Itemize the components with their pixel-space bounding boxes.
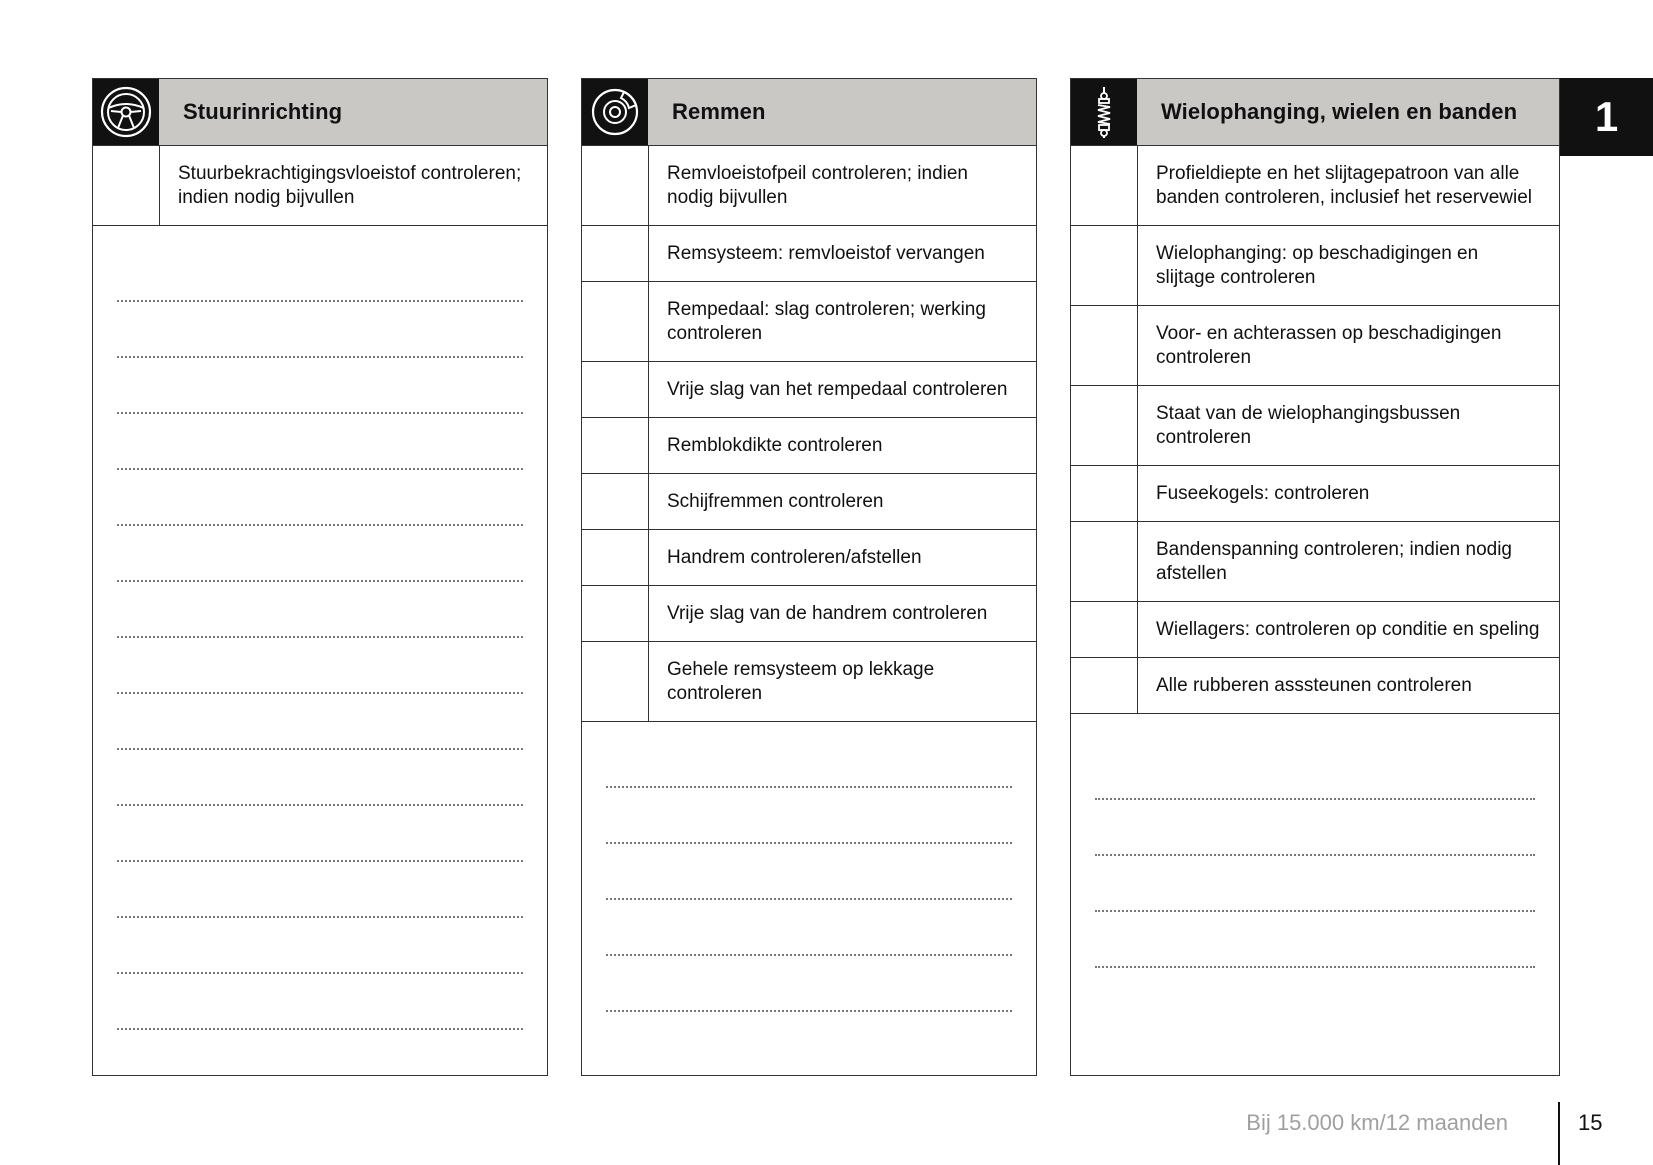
checkbox-cell[interactable] xyxy=(1071,226,1138,305)
panel-wielophanging xyxy=(1070,78,1560,1076)
note-line xyxy=(117,974,523,1030)
note-line xyxy=(117,694,523,750)
note-line xyxy=(117,582,523,638)
checklist-row xyxy=(1071,306,1559,386)
checkbox-cell[interactable] xyxy=(582,362,649,417)
checklist-item-text: Remblokdikte controleren xyxy=(667,435,883,456)
checkbox-cell[interactable] xyxy=(582,642,649,721)
checklist-row xyxy=(1071,602,1559,658)
note-line xyxy=(606,956,1012,1012)
note-line xyxy=(117,414,523,470)
panel-title: Stuurinrichting xyxy=(159,79,547,145)
note-line xyxy=(117,638,523,694)
checklist-item-text: Bandenspanning controleren; indien nodig afstellen xyxy=(1156,539,1512,584)
note-line xyxy=(606,732,1012,788)
checkbox-cell[interactable] xyxy=(1071,602,1138,657)
checklist-row xyxy=(582,282,1036,362)
checklist-row xyxy=(582,146,1036,226)
checklist-row xyxy=(1071,226,1559,306)
checklist-item-text: Gehele remsysteem op lekkage controleren xyxy=(667,659,935,704)
checklist-row xyxy=(1071,466,1559,522)
panel-title: Remmen xyxy=(648,79,1036,145)
checklist-item-text: Stuurbekrachtigingsvloeistof controleren; indien nodig bijvullen xyxy=(178,163,522,208)
checklist-row xyxy=(582,362,1036,418)
checklist-item-text: Voor- en achterassen op beschadigingen controleren xyxy=(1156,323,1502,368)
checklist-row xyxy=(582,642,1036,722)
checklist-item-text: Wielophanging: op beschadigingen en slijtage controleren xyxy=(1156,243,1479,288)
checklist-item-text: Staat van de wielophangingsbussen controleren xyxy=(1156,403,1461,448)
checkbox-cell[interactable] xyxy=(1071,522,1138,601)
checklist-row xyxy=(582,226,1036,282)
checklist-item-text: Fuseekogels: controleren xyxy=(1156,483,1370,504)
panel-stuurinrichting xyxy=(92,78,548,1076)
checklist-row xyxy=(1071,658,1559,714)
checklist-row xyxy=(582,474,1036,530)
checklist-item-text: Wiellagers: controleren op conditie en speling xyxy=(1156,619,1540,640)
checklist-item-text: Vrije slag van de handrem controleren xyxy=(667,603,988,624)
panel-header xyxy=(93,79,547,146)
note-line xyxy=(117,246,523,302)
checklist-item-text: Rempedaal: slag controleren; werking controleren xyxy=(667,299,986,344)
panel-header xyxy=(582,79,1036,146)
note-line xyxy=(1095,856,1535,912)
checkbox-cell[interactable] xyxy=(93,146,160,225)
checklist-item-text: Alle rubberen asssteunen controleren xyxy=(1156,675,1472,696)
panel-title: Wielophanging, wielen en banden xyxy=(1137,79,1559,145)
checkbox-cell[interactable] xyxy=(1071,658,1138,713)
note-line xyxy=(117,526,523,582)
checkbox-cell[interactable] xyxy=(582,530,649,585)
note-line xyxy=(117,806,523,862)
checkbox-cell[interactable] xyxy=(582,586,649,641)
note-line xyxy=(117,302,523,358)
notes-area[interactable] xyxy=(1071,714,1559,968)
chapter-tab: 1 xyxy=(1560,78,1653,156)
note-line xyxy=(117,918,523,974)
checklist-row xyxy=(93,146,547,226)
checkbox-cell[interactable] xyxy=(1071,386,1138,465)
note-line xyxy=(606,788,1012,844)
checklist-row xyxy=(1071,146,1559,226)
checkbox-cell[interactable] xyxy=(582,146,649,225)
checklist-row xyxy=(582,418,1036,474)
footer-divider xyxy=(1558,1102,1560,1165)
checklist-row xyxy=(582,586,1036,642)
checklist-item-text: Handrem controleren/afstellen xyxy=(667,547,922,568)
checklist-item-text: Vrije slag van het rempedaal controleren xyxy=(667,379,1008,400)
note-line xyxy=(1095,912,1535,968)
brake-disc-icon xyxy=(582,79,648,145)
checkbox-cell[interactable] xyxy=(1071,146,1138,225)
checkbox-cell[interactable] xyxy=(582,226,649,281)
note-line xyxy=(117,358,523,414)
note-line xyxy=(606,844,1012,900)
notes-area[interactable] xyxy=(93,226,547,1030)
checkbox-cell[interactable] xyxy=(1071,306,1138,385)
note-line xyxy=(117,750,523,806)
checklist-item-text: Profieldiepte en het slijtagepatroon van alle banden controleren, inclusief het reservewiel xyxy=(1156,163,1532,208)
note-line xyxy=(1095,744,1535,800)
checklist-row xyxy=(1071,522,1559,602)
steering-wheel-icon xyxy=(93,79,159,145)
checklist-row xyxy=(582,530,1036,586)
shock-absorber-icon xyxy=(1071,79,1137,145)
note-line xyxy=(117,862,523,918)
checklist-item-text: Schijfremmen controleren xyxy=(667,491,884,512)
page-number: 15 xyxy=(1578,1110,1603,1135)
checkbox-cell[interactable] xyxy=(582,282,649,361)
checklist-row xyxy=(1071,386,1559,466)
checkbox-cell[interactable] xyxy=(582,474,649,529)
note-line xyxy=(1095,800,1535,856)
checklist-item-text: Remvloeistofpeil controleren; indien nodig bijvullen xyxy=(667,163,968,208)
notes-area[interactable] xyxy=(582,722,1036,1012)
interval-label: Bij 15.000 km/12 maanden xyxy=(1246,1110,1508,1135)
checkbox-cell[interactable] xyxy=(582,418,649,473)
checklist-item-text: Remsysteem: remvloeistof vervangen xyxy=(667,243,985,264)
panel-header xyxy=(1071,79,1559,146)
panel-remmen xyxy=(581,78,1037,1076)
note-line xyxy=(606,900,1012,956)
checkbox-cell[interactable] xyxy=(1071,466,1138,521)
note-line xyxy=(117,470,523,526)
